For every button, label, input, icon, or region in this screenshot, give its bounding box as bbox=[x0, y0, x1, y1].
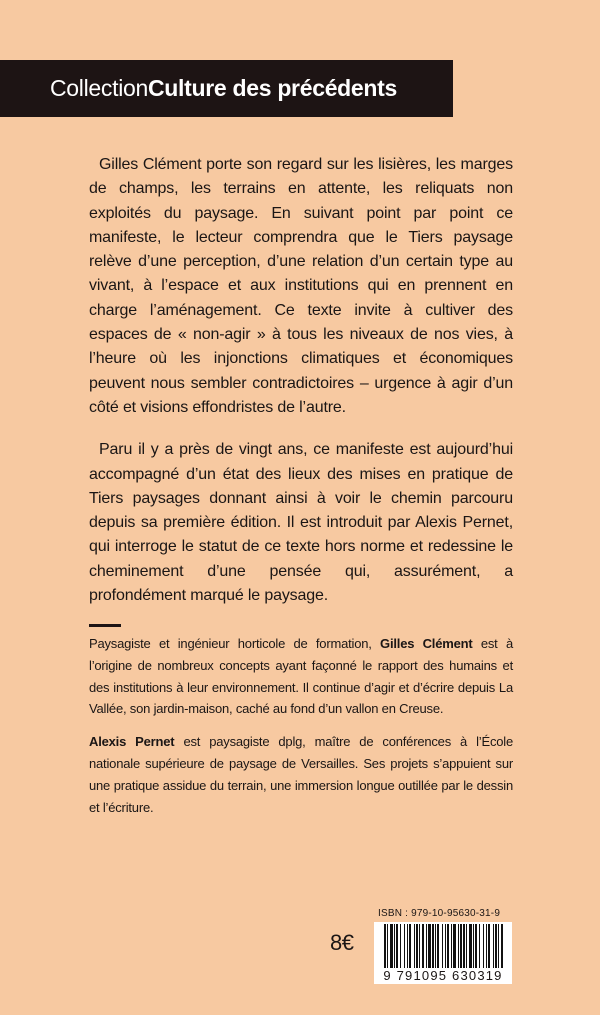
price-label: 8€ bbox=[330, 930, 354, 955]
barcode-digits: 9 791095 630319 bbox=[383, 968, 503, 983]
author-bios bbox=[89, 633, 513, 829]
author-name-pernet: Alexis Pernet bbox=[89, 734, 175, 750]
bio-alexis-pernet bbox=[89, 731, 513, 818]
summary-paragraph-1: Gilles Clément porte son regard sur les lisières, les marges de champs, les terrains en attente, les reliquats non exploités du paysage. En suivant point par point ce manifeste, le lecteur comprendra que le Tiers paysage relève d’une perception, d’une relation d’un certain type au vivant, à l’espace et aux institutions qui en prennent en charge l’aménagement. Ce texte invite à cultiver des espaces de « non-agir » à tous les niveaux de nos vies, à l’heure où les injonctions climatiques et économiques peuvent nous sembler contradictoires – urgence à agir d’un côté et visions effondristes de l’autre. bbox=[89, 156, 513, 416]
bio-gilles-clement bbox=[89, 633, 513, 720]
summary-paragraph-2: Paru il y a près de vingt ans, ce manifeste est aujourd’hui accompagné d’un état des lieux des mises en pratique de Tiers paysages donnant ainsi à voir le chemin parcouru depuis sa première édition. Il est introduit par Alexis Pernet, qui interroge le statut de ce texte hors norme et redessine le cheminement d’une pensée qui, assurément, a profondément marqué le paysage. bbox=[89, 441, 513, 605]
isbn-label: ISBN : 979-10-95630-31-9 bbox=[378, 908, 501, 919]
collection-prefix: Collection bbox=[50, 75, 148, 101]
collection-banner bbox=[0, 60, 453, 117]
bio-pernet-text: est paysagiste dplg, maître de conférences à l’École nationale supérieure de paysage de Versailles. Ses projets s’appuient sur une pratique assidue du terrain, une immersion longue outillée par le dessin et l’écriture. bbox=[89, 734, 514, 815]
bio-clement-intro: Paysagiste et ingénieur horticole de formation, bbox=[89, 636, 381, 651]
barcode-bars bbox=[378, 924, 508, 968]
summary-text bbox=[89, 153, 513, 626]
author-name-clement: Gilles Clément bbox=[380, 636, 473, 651]
collection-title: Culture des précédents bbox=[148, 75, 398, 101]
section-divider bbox=[89, 624, 121, 627]
bio-clement-text: est à l’origine de nombreux concepts ayant façonné le rapport des humains et des institutions à leur environnement. Il continue d’agir et d’écrire depuis La Vallée, son jardin-maison, caché au fond d’un vallon en Creuse. bbox=[89, 636, 513, 717]
barcode bbox=[374, 922, 512, 984]
